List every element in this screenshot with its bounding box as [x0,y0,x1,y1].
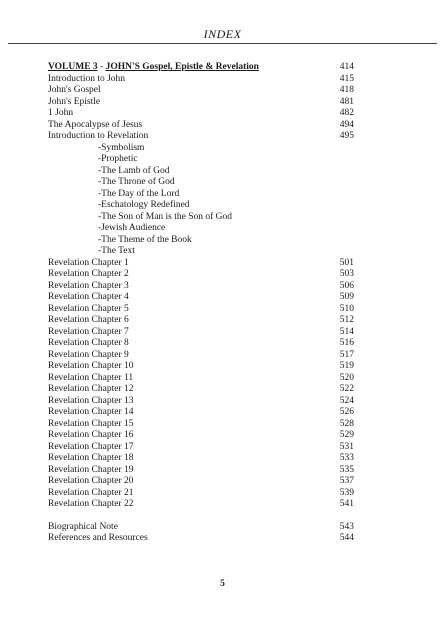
entry-label: Revelation Chapter 15 [48,418,134,429]
entry-page: 533 [339,453,354,463]
volume-heading-row [48,62,354,74]
entry-label: Revelation Chapter 3 [48,280,129,291]
subtopic-item: -Eschatology Redefined [98,200,190,210]
entry-label: Revelation Chapter 21 [48,487,134,498]
entry-page: 495 [339,131,354,141]
toc-entry [48,97,354,109]
chapter-entry [48,304,354,316]
chapter-entry [48,430,354,442]
entry-label: Revelation Chapter 4 [48,292,129,302]
entry-label: Revelation Chapter 18 [48,453,134,463]
entry-page: 501 [339,257,354,268]
chapter-entry [48,373,354,385]
toc-entry [48,108,354,120]
entry-page: 510 [339,303,354,314]
chapter-entry [48,327,354,339]
subtopic-item: -The Throne of God [98,177,175,187]
entry-page: 529 [339,430,354,440]
entry-page: 517 [339,349,354,360]
entry-page: 509 [339,292,354,302]
entry-page: 503 [339,269,354,279]
subtopic-item: -Symbolism [98,142,145,153]
subtopic-item: -Jewish Audience [98,223,166,233]
chapter-entry [48,476,354,488]
revelation-chapters [48,258,354,511]
chapter-entry [48,499,354,511]
entry-label: Revelation Chapter 6 [48,315,129,325]
header-divider [8,43,437,44]
chapter-entry [48,361,354,373]
entry-label: Revelation Chapter 11 [48,372,134,383]
entry-label: References and Resources [48,533,148,543]
chapter-entry [48,350,354,362]
revelation-subtopics [48,143,354,258]
entry-label: Revelation Chapter 22 [48,499,134,509]
entry-page: 524 [339,395,354,406]
entry-page: 537 [339,476,354,486]
chapter-entry [48,292,354,304]
entry-label: Revelation Chapter 8 [48,338,129,348]
entry-page: 418 [339,85,354,95]
section-gap [48,511,354,522]
subtopic-item: -The Lamb of God [98,165,170,176]
entry-label: Introduction to Revelation [48,131,149,141]
entry-page: 520 [339,372,354,383]
entry-label: Revelation Chapter 17 [48,441,134,452]
table-of-contents [48,62,354,545]
subtopic-item: -The Text [98,246,135,256]
subtopic-item: -Prophetic [98,154,138,164]
intro-entries [48,74,354,143]
chapter-entry [48,442,354,454]
volume-separator: - [97,62,106,72]
entry-page: 541 [339,499,354,509]
chapter-entry [48,465,354,477]
entry-label: Revelation Chapter 7 [48,326,129,337]
entry-label: John's Epistle [48,96,101,107]
entry-label: Revelation Chapter 2 [48,269,129,279]
entry-label: Revelation Chapter 14 [48,407,134,417]
entry-page: 516 [339,338,354,348]
closing-entries [48,522,354,545]
entry-label: The Apocalypse of Jesus [48,119,143,130]
entry-label: Revelation Chapter 16 [48,430,134,440]
entry-page: 526 [339,407,354,417]
toc-entry [48,120,354,132]
entry-label: Revelation Chapter 9 [48,349,129,360]
entry-page: 539 [339,487,354,498]
entry-label: Introduction to John [48,73,126,84]
chapter-entry [48,258,354,270]
subtopic-item: -The Day of the Lord [98,188,180,199]
entry-page: 514 [339,326,354,337]
toc-entry [48,533,354,545]
chapter-entry [48,315,354,327]
toc-entry [48,85,354,97]
chapter-entry [48,453,354,465]
page-number: 5 [220,579,225,589]
chapter-entry [48,281,354,293]
entry-label: Revelation Chapter 10 [48,361,134,371]
entry-label: Revelation Chapter 19 [48,464,134,475]
volume-label: VOLUME 3 [48,62,98,72]
entry-page: 481 [339,96,354,107]
entry-page: 415 [339,73,354,84]
entry-page: 494 [339,119,354,130]
entry-page: 531 [339,441,354,452]
entry-page: 544 [339,533,354,543]
volume-title: JOHN'S Gospel, Epistle & Revelation [105,62,259,72]
volume-page: 414 [339,62,354,72]
entry-label: Revelation Chapter 12 [48,384,134,394]
entry-label: Biographical Note [48,521,118,532]
subtopic-item: -The Theme of the Book [98,234,192,245]
entry-page: 506 [339,280,354,291]
page-header-title: INDEX [203,27,242,41]
entry-page: 482 [339,108,354,118]
entry-page: 535 [339,464,354,475]
entry-page: 522 [339,384,354,394]
chapter-entry [48,407,354,419]
chapter-entry [48,338,354,350]
toc-entry [48,131,354,143]
entry-label: Revelation Chapter 1 [48,257,129,268]
entry-label: Revelation Chapter 13 [48,395,134,406]
toc-entry [48,74,354,86]
entry-label: Revelation Chapter 5 [48,303,129,314]
subtopic-item: -The Son of Man is the Son of God [98,211,233,222]
entry-label: John's Gospel [48,85,101,95]
chapter-entry [48,269,354,281]
entry-page: 528 [339,418,354,429]
entry-page: 543 [339,521,354,532]
entry-label: 1 John [48,108,74,118]
entry-page: 519 [339,361,354,371]
entry-label: Revelation Chapter 20 [48,476,134,486]
chapter-entry [48,384,354,396]
chapter-entry [48,419,354,431]
entry-page: 512 [339,315,354,325]
chapter-entry [48,488,354,500]
toc-entry [48,522,354,534]
chapter-entry [48,396,354,408]
